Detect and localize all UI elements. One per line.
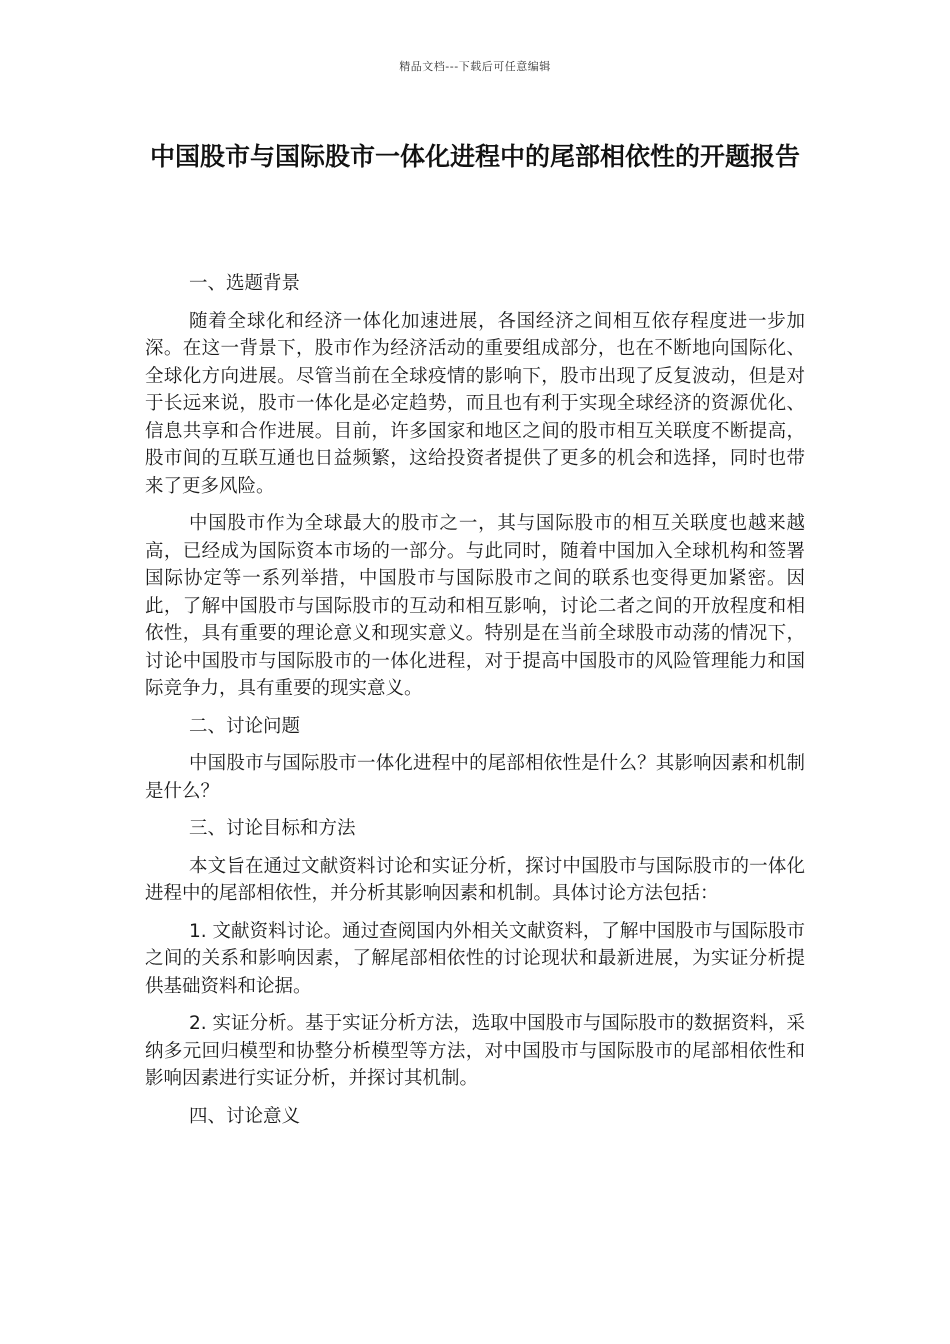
document-body <box>145 270 805 1140</box>
section-heading-background: 一、选题背景 <box>189 273 301 294</box>
list-item-literature: 1. 文献资料讨论。通过查阅国内外相关文献资料，了解中国股市与国际股市之间的关系和影响因素，了解尾部相依性的讨论现状和最新进展，为实证分析提供基础资料和论据。 <box>145 920 805 997</box>
section-heading-questions: 二、讨论问题 <box>189 715 301 737</box>
paragraph-background-2: 中国股市作为全球最大的股市之一，其与国际股市的相互关联度也越来越高，已经成为国际资本市场的一部分。与此同时，随着中国加入全球机构和签署国际协定等一系列举措，中国股市与国际股市之间的联系也变得更加紧密。因此，了解中国股市与国际股市的互动和相互影响，讨论二者之间的开放程度和相依性，具有重要的理论意义和现实意义。特别是在当前全球股市动荡的情况下，讨论中国股市与国际股市的一体化进程，对于提高中国股市的风险管理能力和国际竞争力，具有重要的现实意义。 <box>145 513 805 699</box>
paragraph-goals: 本文旨在通过文献资料讨论和实证分析，探讨中国股市与国际股市的一体化进程中的尾部相依性，并分析其影响因素和机制。具体讨论方法包括： <box>145 855 805 904</box>
list-item-empirical: 2. 实证分析。基于实证分析方法，选取中国股市与国际股市的数据资料，采纳多元回归模型和协整分析模型等方法，对中国股市与国际股市的尾部相依性和影响因素进行实证分析，并探讨其机制。 <box>145 1013 805 1089</box>
section-heading-significance: 四、讨论意义 <box>189 1105 301 1127</box>
section-heading-goals-methods: 三、讨论目标和方法 <box>189 818 356 839</box>
header-note: 精品文档---下载后可任意编辑 <box>399 60 551 73</box>
paragraph-questions: 中国股市与国际股市一体化进程中的尾部相依性是什么？其影响因素和机制是什么？ <box>145 753 805 802</box>
document-title: 中国股市与国际股市一体化进程中的尾部相依性的开题报告 <box>149 142 800 171</box>
paragraph-background-1: 随着全球化和经济一体化加速进展，各国经济之间相互依存程度进一步加深。在这一背景下，股市作为经济活动的重要组成部分，也在不断地向国际化、全球化方向进展。尽管当前在全球疫情的影响下，股市出现了反复波动，但是对于长远来说，股市一体化是必定趋势，而且也有利于实现全球经济的资源优化、信息共享和合作进展。目前，许多国家和地区之间的股市相互关联度不断提高，股市间的互联互通也日益频繁，这给投资者提供了更多的机会和选择，同时也带来了更多风险。 <box>145 310 805 497</box>
